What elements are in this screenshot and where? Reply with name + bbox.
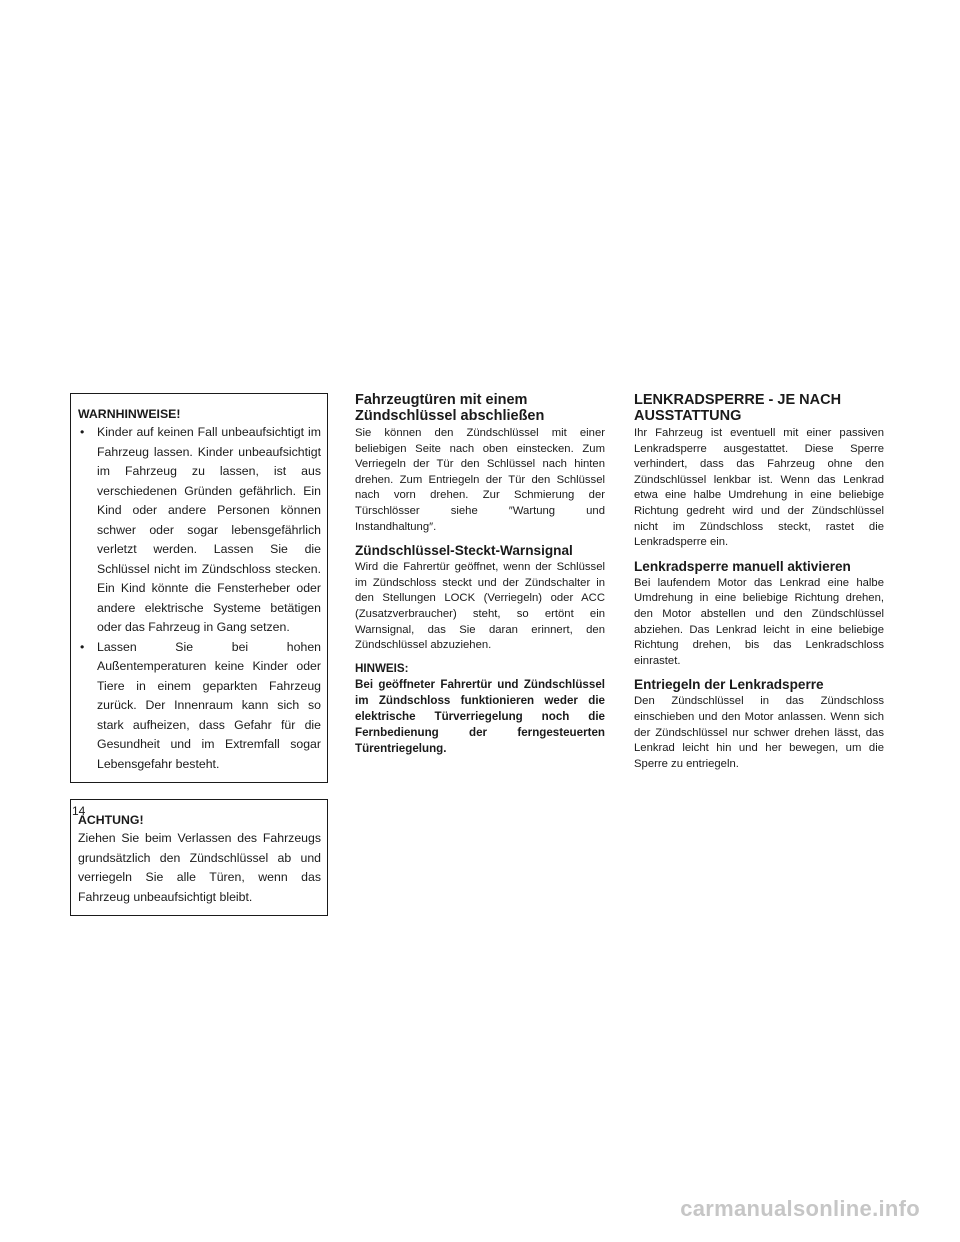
section-text-manual-activation: Bei laufendem Motor das Lenkrad eine halbe Umdrehung in eine beliebige Richtung drehen, den Motor abstellen und den Zündschlüssel abziehen. Das Lenkrad leicht in eine beliebige Richtung drehen, bis das Lenkradschloss einrastet. <box>634 576 884 667</box>
page-number: 14 <box>72 804 86 818</box>
watermark: carmanualsonline.info <box>680 1196 920 1221</box>
section-text-door-locks: Sie können den Zündschlüssel mit einer beliebigen Seite nach oben einstecken. Zum Verriegeln der Tür den Schlüssel nach hinten drehen. Zum Entriegeln der Tür den Schlüssel nach vorn drehen. Zur Schmierung der Türschlösser siehe ″Wartung und Instandhaltung″. <box>355 427 605 533</box>
caution-title: ACHTUNG! <box>78 813 144 827</box>
warning-box <box>70 393 328 783</box>
section-heading-steering-lock: LENKRADSPERRE - JE NACH AUSSTATTUNG <box>634 392 842 424</box>
section-text-key-warning: Wird die Fahrertür geöffnet, wenn der Schlüssel im Zündschloss steckt und der Zündschalter in den Stellungen LOCK (Verriegeln) oder ACC (Zusatzverbraucher) steht, so ertönt ein Warnsignal, das Sie daran erinnert, den Zündschlüssel abzuziehen. <box>355 561 605 652</box>
section-heading-unlock: Entriegeln der Lenkradsperre <box>634 677 824 693</box>
section-heading-key-warning: Zündschlüssel-Steckt-Warnsignal <box>355 543 573 559</box>
caution-text: Ziehen Sie beim Verlassen des Fahrzeugs grundsätzlich den Zündschlüssel ab und verriegeln Sie alle Türen, wenn das Fahrzeug unbeaufsichtigt bleibt. <box>78 831 321 904</box>
section-heading-door-locks: Fahrzeugtüren mit einem Zündschlüssel abschließen <box>355 392 545 424</box>
section-heading-manual-activation: Lenkradsperre manuell aktivieren <box>634 558 851 574</box>
left-column <box>70 393 328 916</box>
warning-list <box>78 423 321 774</box>
middle-column <box>355 393 605 757</box>
right-column <box>634 393 884 772</box>
section-text-steering-lock: Ihr Fahrzeug ist eventuell mit einer passiven Lenkradsperre ausgestattet. Diese Sperre verhindert, dass das Fahrzeug ohne den Zündschlüssel lenkbar ist. Wenn das Lenkrad etwa eine halbe Umdrehung in eine beliebige Richtung gedreht wird und der Zündschlüssel nicht im Zündschloss steckt, rastet die Lenkradsperre ein. <box>634 427 884 549</box>
warning-item-2: • Lassen Sie bei hohen Außentemperaturen keine Kinder oder Tiere in einem geparkten Fahrzeug zurück. Der Innenraum kann sich so stark aufheizen, dass Gefahr für die Gesundheit und im Extremfall sogar Lebensgefahr besteht. <box>78 638 321 775</box>
warning-item-1: • Kinder auf keinen Fall unbeaufsichtigt im Fahrzeug lassen. Kinder unbeaufsichtigt im Fahrzeug zu lassen, ist aus verschiedenen Gründen gefährlich. Ein Kind oder andere Personen können schwer oder sogar lebensgefährlich verletzt werden. Lassen Sie die Schlüssel nicht im Zündschloss stecken. Ein Kind könnte die Fensterheber oder andere elektrische Systeme betätigen oder das Fahrzeug in Gang setzen. <box>78 423 321 638</box>
caution-box <box>70 799 328 916</box>
section-text-unlock: Den Zündschlüssel in das Zündschloss einschieben und den Motor anlassen. Wenn sich der Zündschlüssel nur schwer drehen lässt, das Lenkrad leicht hin und her bewegen, um die Sperre zu entriegeln. <box>634 695 884 770</box>
warning-title: WARNHINWEISE! <box>78 407 181 421</box>
note-label: HINWEIS: <box>355 661 409 675</box>
note-text: Bei geöffneter Fahrertür und Zündschlüssel im Zündschloss funktionieren weder die elektrische Türverriegelung noch die Fernbedienung der ferngesteuerten Türentriegelung. <box>355 677 605 755</box>
